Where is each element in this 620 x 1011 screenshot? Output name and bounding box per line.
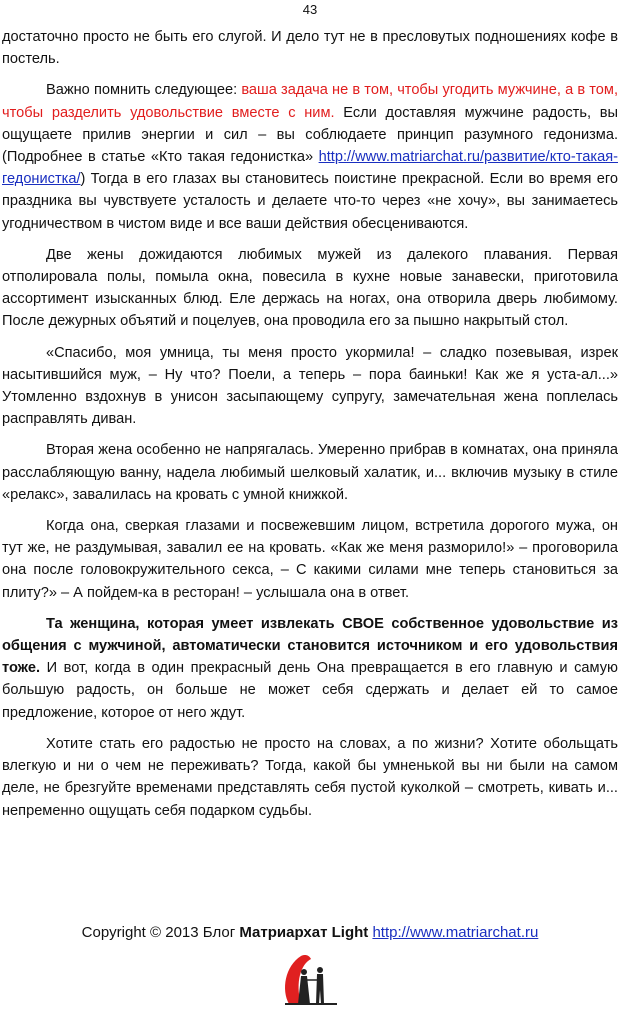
paragraph-5: Вторая жена особенно не напрягалась. Умеренно прибрав в комнатах, она приняла расслабляющую ванну, надела любимый шелковый халатик, и... включив музыку в стиле «релакс», завалилась на кровать с умной книжкой. [2, 442, 618, 503]
paragraph-8: Хотите стать его радостью не просто на словах, а по жизни? Хотите обольщать влегкую и ни о чем не переживать? Тогда, какой бы умненькой вы ни были на самом деле, не брезгуйте временами представлять себя пустой куколкой – смотреть, кивать и... непременно ощущать себя подарком судьбы. [2, 735, 618, 819]
paragraph-2-end: ) Тогда в его глазах вы становитесь поистине прекрасной. Если во время его праздника вы чувствуете усталость и делаете что-то через «не хочу», вы занимаетесь угодничеством в чистом виде и все ваши действия обесцениваются. [2, 171, 618, 232]
paragraph-2-body: Если доставляя мужчине радость, вы ощущаете прилив энергии и сил – вы соблюдаете принцип разумного гедонизма. (Подробнее в статье «Кто такая гедонистка» [2, 104, 619, 166]
paragraph-6: Когда она, сверкая глазами и посвежевшим лицом, встретила дорогого мужа, он тут же, не раздумывая, завалил ее на кровать. «Как же меня разморило!» – проговорила она после головокружительного секса, – С какими силами мне теперь становиться за плиту?» – А пойдем-ка в ресторан! – услышала она в ответ. [2, 518, 618, 601]
footer [0, 924, 620, 941]
document-body [2, 26, 618, 831]
paragraph-1: достаточно просто не быть его слугой. И дело тут не в пресловутых подношениях кофе в постель. [2, 29, 618, 68]
footer-brand: Матриархат Light [239, 924, 369, 941]
article-link[interactable]: http://www.matriarchat.ru/развитие/кто-такая-гедонистка/ [2, 149, 618, 188]
paragraph-3: Две жены дожидаются любимых мужей из далекого плавания. Первая отполировала полы, помыла окна, повесила в кухне новые занавески, приготовила ассортимент изысканных блюд. Еле держась на ногах, она отворила дверь любимому. После дежурных объятий и поцелуев, она проводила его за пышно накрытый стол. [2, 246, 618, 330]
page-number: 43 [302, 2, 318, 17]
couple-logo-icon [275, 950, 345, 1006]
paragraph-2 [2, 79, 618, 234]
footer-copyright: Copyright © 2013 Блог [81, 924, 240, 941]
bold-statement: Та женщина, которая умеет извлекать СВОЕ собственное удовольствие из общения с мужчиной, автоматически становится источником и его удовольствия тоже. [2, 615, 618, 677]
paragraph-4: «Спасибо, моя умница, ты меня просто укормила! – сладко позевывая, изрек насытившийся муж, – Ну что? Поели, а теперь – пора баиньки! Как же я уста-ал...» Утомленно вздохнув в унисон засыпающему супругу, замечательная жена поплелась расправлять диван. [2, 344, 618, 428]
footer-link[interactable]: http://www.matriarchat.ru [372, 924, 539, 941]
paragraph-7-rest: И вот, когда в один прекрасный день Она превращается в его главную и самую большую радость, он больше не может себя сдержать и делает ей то самое предложение, которое от него ждут. [2, 660, 618, 721]
paragraph-7 [2, 613, 618, 724]
highlighted-statement: ваша задача не в том, чтобы угодить мужчине, а в том, чтобы разделить удовольствие вместе с ним. [2, 82, 619, 121]
paragraph-2-intro: Важно помнить следующее: [46, 82, 242, 99]
